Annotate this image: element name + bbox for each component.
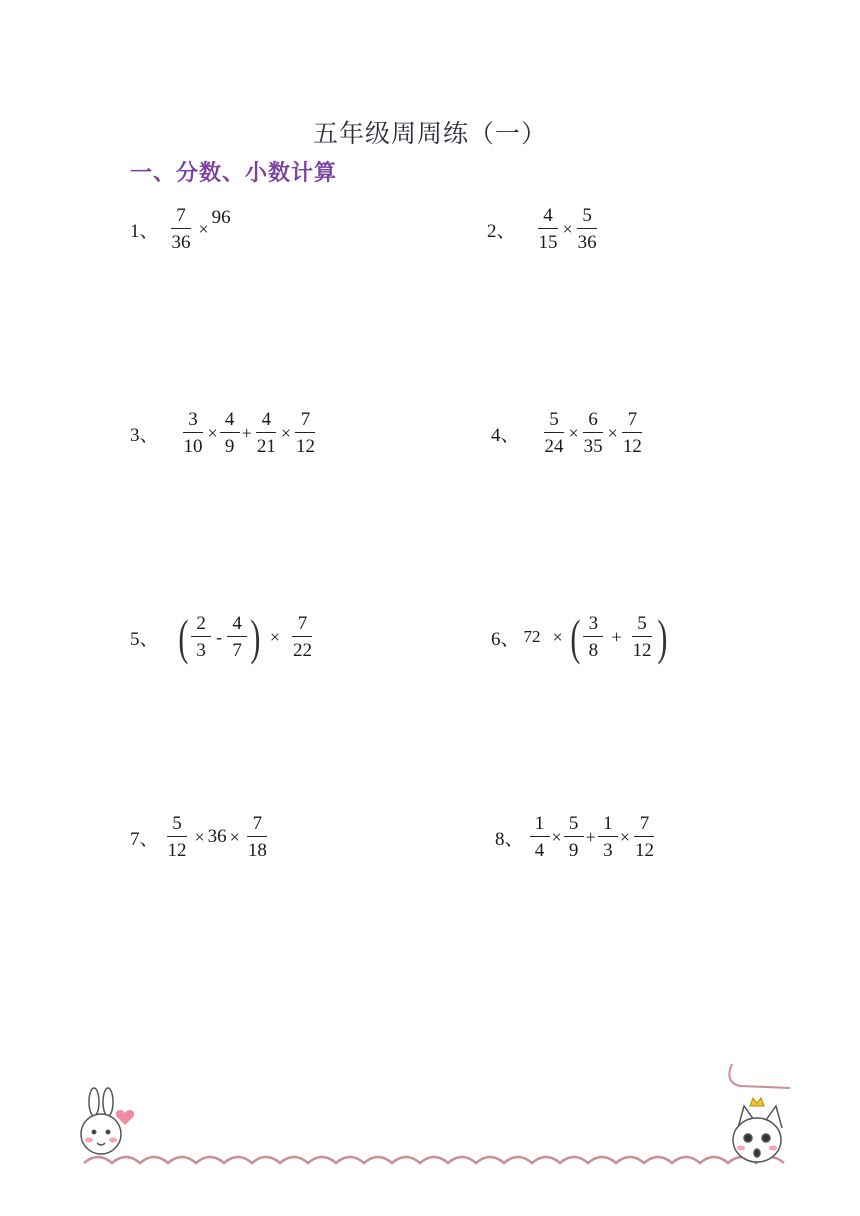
operator: × xyxy=(619,826,630,847)
numerator: 7 xyxy=(292,614,312,637)
operator: + xyxy=(241,422,252,443)
problem-number: 6、 xyxy=(491,628,520,650)
operator: × xyxy=(229,826,240,847)
operator: × xyxy=(607,422,618,443)
denominator: 12 xyxy=(167,840,187,861)
term: 36 xyxy=(207,826,227,847)
right-parenthesis: ) xyxy=(250,609,261,665)
fraction xyxy=(191,614,211,660)
problem-number: 8、 xyxy=(495,828,524,850)
fraction xyxy=(169,206,194,252)
numerator: 4 xyxy=(220,410,240,433)
right-parenthesis: ) xyxy=(657,609,668,665)
numerator: 5 xyxy=(577,206,597,229)
scalloped-line xyxy=(84,1157,784,1163)
numerator: 7 xyxy=(634,814,654,837)
operator: × xyxy=(269,626,280,647)
operator: × xyxy=(194,826,205,847)
numerator: 4 xyxy=(227,614,247,637)
fraction xyxy=(575,206,600,252)
operator: × xyxy=(207,422,218,443)
fraction xyxy=(530,814,550,860)
numerator: 5 xyxy=(564,814,584,837)
bunny-icon xyxy=(81,1088,121,1154)
problem-number: 3、 xyxy=(130,424,159,446)
problem-8 xyxy=(495,814,659,860)
denominator: 12 xyxy=(632,640,652,661)
left-parenthesis: ( xyxy=(570,609,580,665)
denominator: 4 xyxy=(534,840,545,861)
fraction xyxy=(564,814,584,860)
term: 72 xyxy=(523,627,541,646)
section-heading: 一、分数、小数计算 xyxy=(130,161,338,186)
problem-number: 5、 xyxy=(130,628,159,650)
denominator: 12 xyxy=(295,436,315,457)
numerator: 5 xyxy=(632,614,652,637)
page-title: 五年级周周练（一） xyxy=(312,119,547,148)
denominator: 18 xyxy=(247,840,267,861)
denominator: 36 xyxy=(171,232,191,253)
numerator: 4 xyxy=(256,410,276,433)
operator: × xyxy=(568,422,579,443)
crown-icon xyxy=(750,1098,764,1106)
fraction xyxy=(293,410,318,456)
denominator: 12 xyxy=(622,436,642,457)
operator: × xyxy=(551,826,562,847)
problem-1 xyxy=(130,206,231,252)
numerator: 3 xyxy=(583,614,603,637)
fraction xyxy=(581,410,606,456)
numerator: 3 xyxy=(183,410,203,433)
numerator: 7 xyxy=(295,410,315,433)
problem-number: 4、 xyxy=(491,424,520,446)
sign-curve xyxy=(729,1064,790,1088)
fraction xyxy=(536,206,561,252)
numerator: 6 xyxy=(583,410,603,433)
numerator: 5 xyxy=(544,410,564,433)
denominator: 3 xyxy=(603,840,613,861)
fraction xyxy=(598,814,618,860)
operator: × xyxy=(562,218,573,239)
fraction xyxy=(245,814,270,860)
denominator: 8 xyxy=(588,640,599,661)
problem-number: 7、 xyxy=(130,828,159,850)
fraction xyxy=(227,614,247,660)
numerator: 7 xyxy=(171,206,191,229)
denominator: 24 xyxy=(544,436,564,457)
fraction xyxy=(290,614,315,660)
fraction xyxy=(629,614,654,660)
operator: × xyxy=(280,422,291,443)
numerator: 5 xyxy=(167,814,187,837)
fraction xyxy=(165,814,190,860)
numerator: 2 xyxy=(191,614,211,637)
problem-5 xyxy=(130,609,317,665)
denominator: 12 xyxy=(634,840,654,861)
problem-4 xyxy=(491,410,647,456)
heart-icon xyxy=(116,1110,134,1125)
fraction xyxy=(620,410,645,456)
operator: + xyxy=(585,826,596,847)
fraction xyxy=(254,410,279,456)
denominator: 36 xyxy=(577,232,597,253)
numerator: 7 xyxy=(622,410,642,433)
fraction xyxy=(583,614,603,660)
problem-number: 1、 xyxy=(130,220,159,242)
denominator: 10 xyxy=(183,436,203,457)
numerator: 1 xyxy=(598,814,618,837)
fraction xyxy=(542,410,567,456)
denominator: 15 xyxy=(538,232,558,253)
operator: + xyxy=(611,626,622,647)
denominator: 35 xyxy=(583,436,603,457)
denominator: 9 xyxy=(224,436,235,457)
denominator: 9 xyxy=(568,840,579,861)
problem-number: 2、 xyxy=(487,220,516,242)
numerator: 7 xyxy=(247,814,267,837)
numerator: 1 xyxy=(530,814,550,837)
cat-icon xyxy=(733,1106,782,1162)
denominator: 3 xyxy=(196,640,206,661)
denominator: 7 xyxy=(232,640,242,661)
left-parenthesis: ( xyxy=(177,609,188,665)
denominator: 22 xyxy=(292,640,312,661)
problem-6 xyxy=(491,609,669,665)
denominator: 21 xyxy=(256,436,276,457)
numerator: 4 xyxy=(538,206,558,229)
fraction xyxy=(632,814,657,860)
problem-2 xyxy=(487,206,602,252)
operator: - xyxy=(216,626,223,647)
operator: × xyxy=(198,218,209,239)
fraction xyxy=(181,410,206,456)
operator: × xyxy=(552,626,563,647)
problem-3 xyxy=(130,410,320,456)
term: 96 xyxy=(211,207,231,228)
decorative-border xyxy=(0,1060,860,1216)
fraction xyxy=(220,410,240,456)
problem-7 xyxy=(130,814,272,860)
